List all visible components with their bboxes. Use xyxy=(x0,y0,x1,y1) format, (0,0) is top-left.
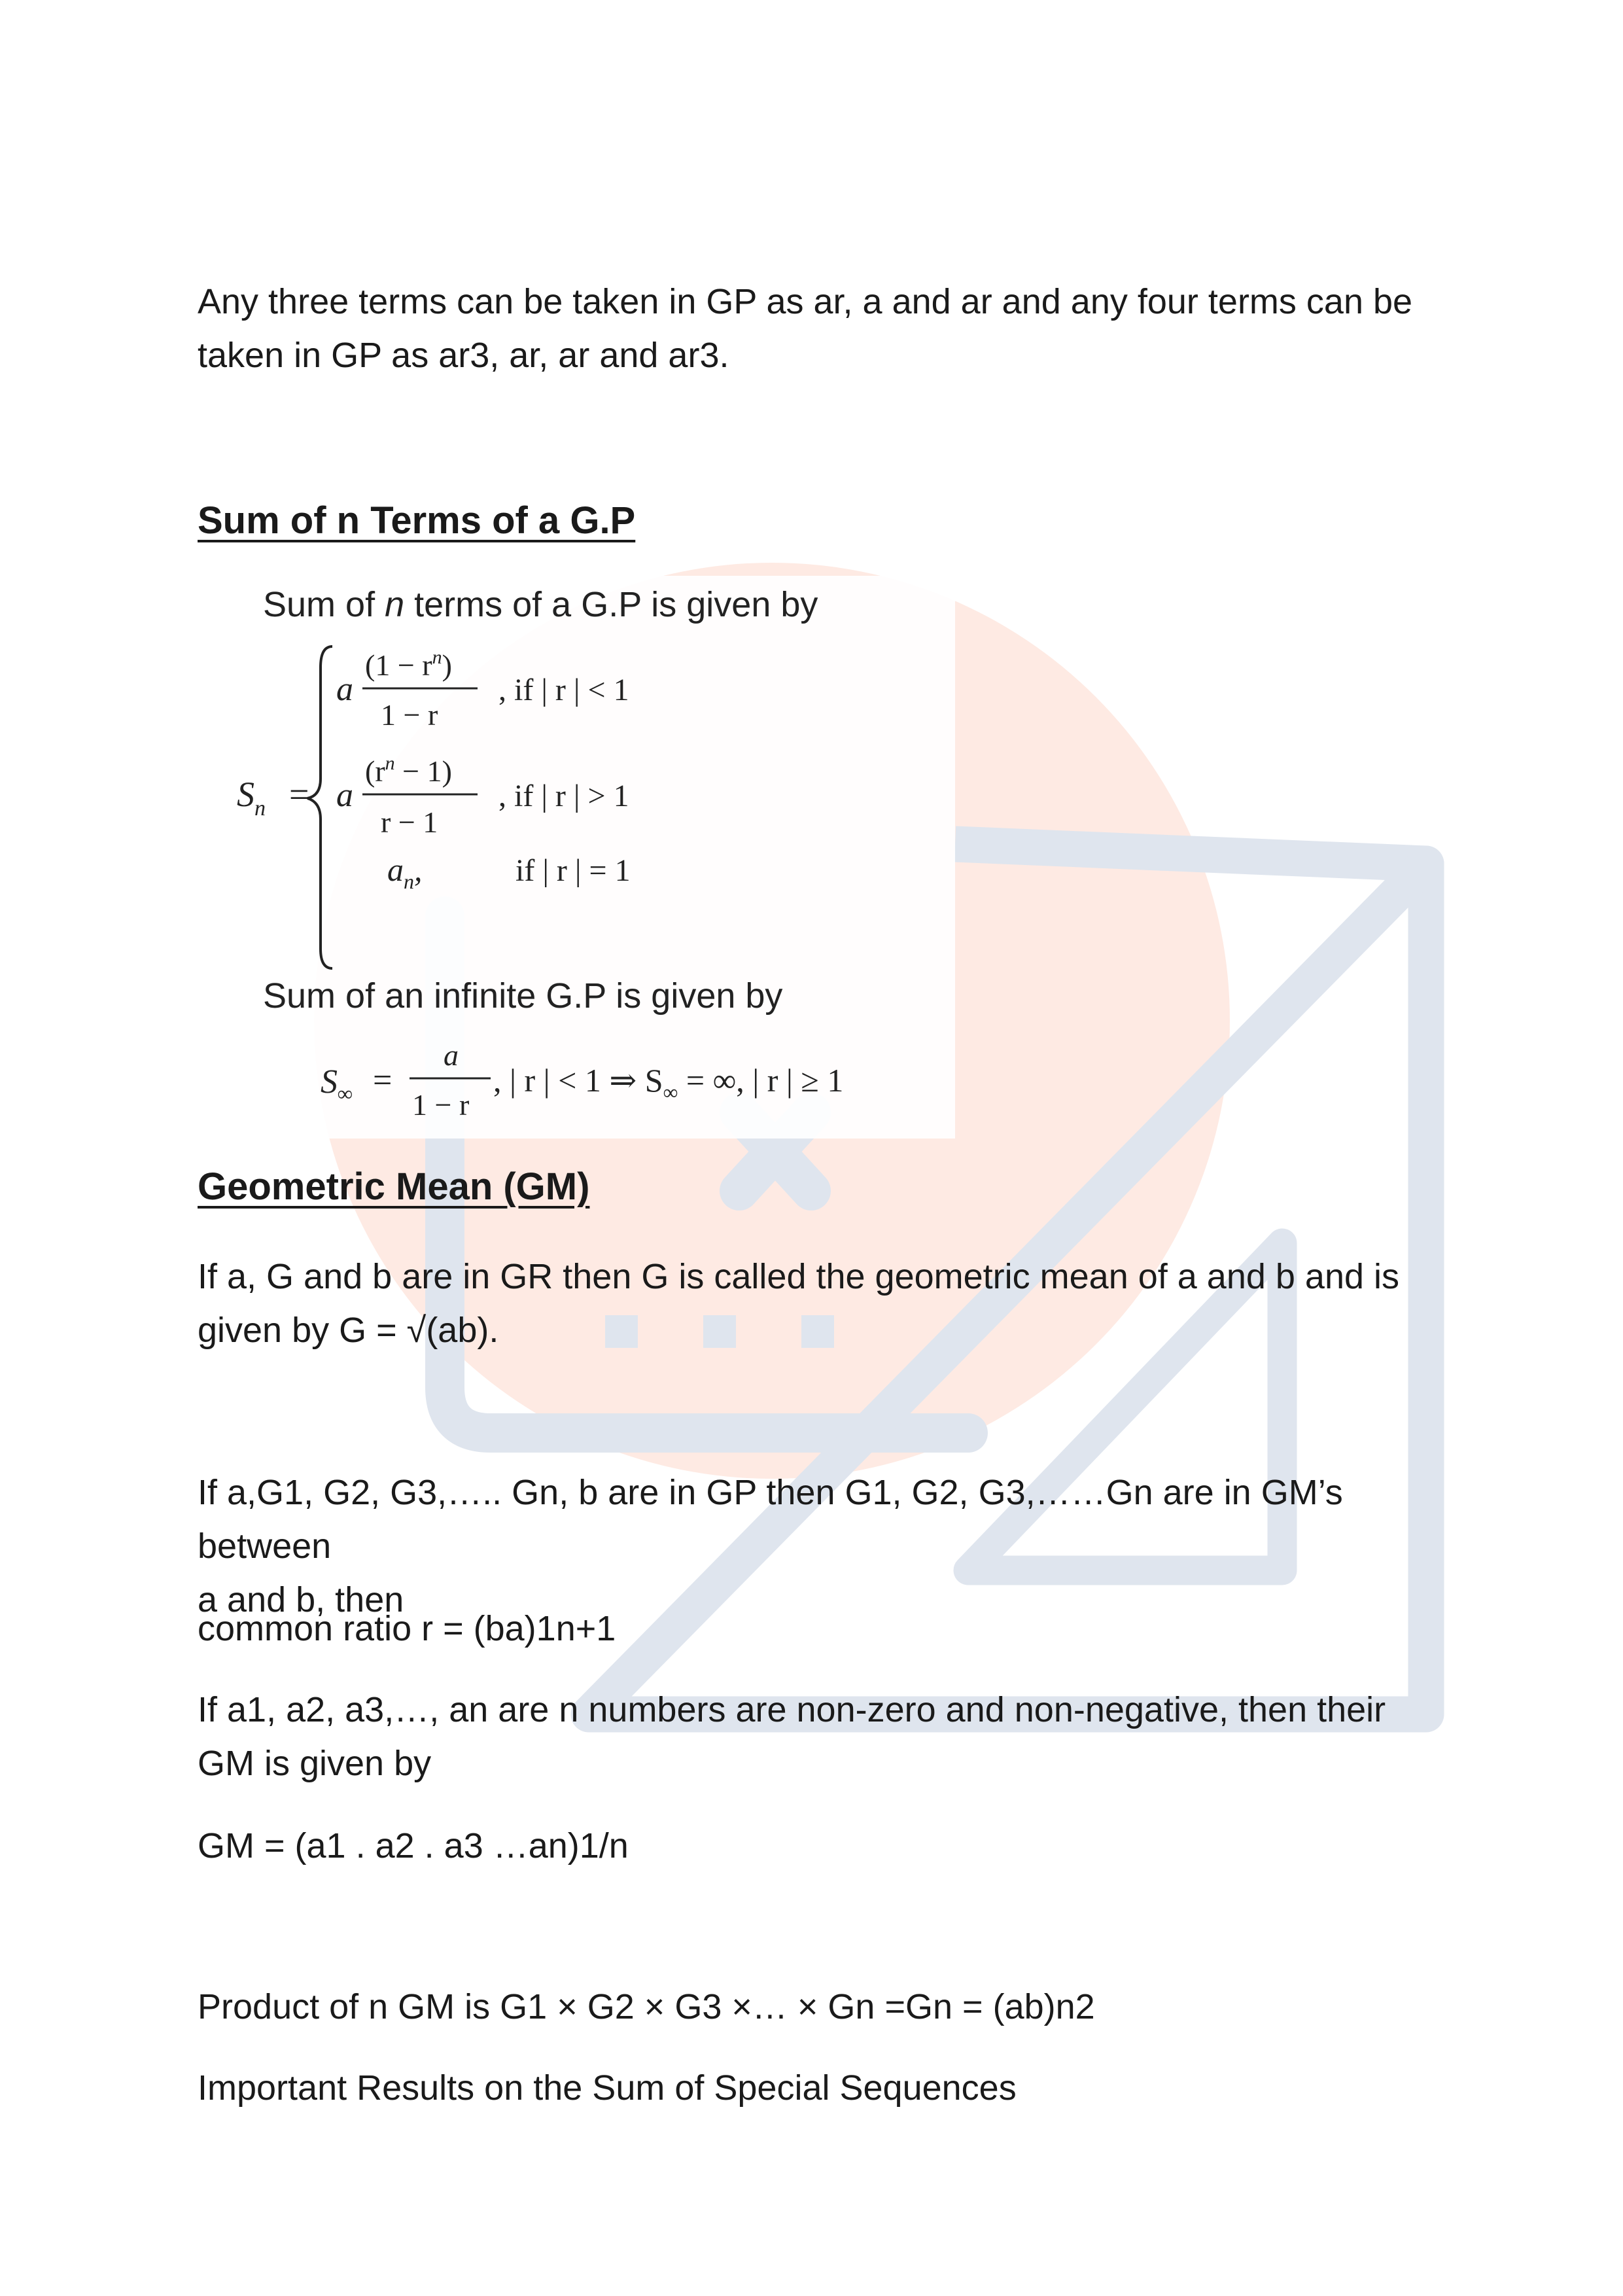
sum-formula-image xyxy=(216,576,955,1139)
product-gm-line: Product of n GM is G1 × G2 × G3 ×… × Gn =Gn = (ab)n2 xyxy=(198,1987,1095,2026)
heading-geometric-mean: Geometric Mean (GM) xyxy=(198,1165,590,1208)
paragraph-line: taken in GP as ar3, ar, ar and ar3. xyxy=(198,336,729,375)
inf-condition: , | r | < 1 ⇒ $S_\infty$ = ∞, | r | ≥ 1 xyxy=(493,1062,844,1104)
formula-intro: Sum of n terms of a G.P is given by xyxy=(263,585,818,624)
common-ratio-line: common ratio r = (ba)1n+1 xyxy=(198,1609,616,1648)
case1-condition: , if | r | < 1 xyxy=(498,673,629,707)
paragraph-line: If a,G1, G2, G3,….. Gn, b are in GP then G1, G2, G3,……Gn are in GM’s between xyxy=(198,1473,1343,1566)
inf-denominator: 1 − r xyxy=(412,1088,470,1122)
paragraph-line: Any three terms can be taken in GP as ar, a and ar and any four terms can be xyxy=(198,282,1413,321)
infinite-intro: Sum of an infinite G.P is given by xyxy=(263,976,783,1016)
sn-lhs: $S_n$ xyxy=(237,775,266,821)
paragraph-gm-definition xyxy=(198,1250,1440,1357)
case3-term: $a_n$, xyxy=(387,851,423,893)
case3-condition: if | r | = 1 xyxy=(515,853,631,888)
gm-formula-line: GM = (a1 . a2 . a3 …an)1/n xyxy=(198,1826,629,1865)
case2-numerator: $(r^n - 1)$ xyxy=(365,752,452,788)
sn-equals: = xyxy=(289,775,309,814)
heading-sum-of-n-terms: Sum of n Terms of a G.P xyxy=(198,499,636,542)
paragraph-line: If a, G and b are in GR then G is called the geometric mean of a and b and is xyxy=(198,1257,1400,1296)
case2-denominator: r − 1 xyxy=(381,805,438,839)
inf-equals: = xyxy=(373,1062,393,1099)
paragraph-line: a and b, then xyxy=(198,1580,404,1619)
case1-a: a xyxy=(336,671,353,708)
paragraph-line: GM is given by xyxy=(198,1744,432,1783)
paragraph-line: If a1, a2, a3,…, an are n numbers are non-zero and non-negative, then their xyxy=(198,1690,1386,1729)
case1-numerator: $(1 - r^n)$ xyxy=(365,646,452,682)
inf-numerator: a xyxy=(444,1038,459,1072)
case2-condition: , if | r | > 1 xyxy=(498,779,629,813)
case2-a: a xyxy=(336,777,353,814)
case1-denominator: 1 − r xyxy=(381,698,438,732)
paragraph-gp-terms xyxy=(198,275,1440,382)
inf-lhs: $S_\infty$ xyxy=(321,1063,353,1105)
important-results-line: Important Results on the Sum of Special Sequences xyxy=(198,2068,1017,2108)
paragraph-line: given by G = √(ab). xyxy=(198,1311,499,1350)
paragraph-nonzero-numbers xyxy=(198,1683,1440,1790)
